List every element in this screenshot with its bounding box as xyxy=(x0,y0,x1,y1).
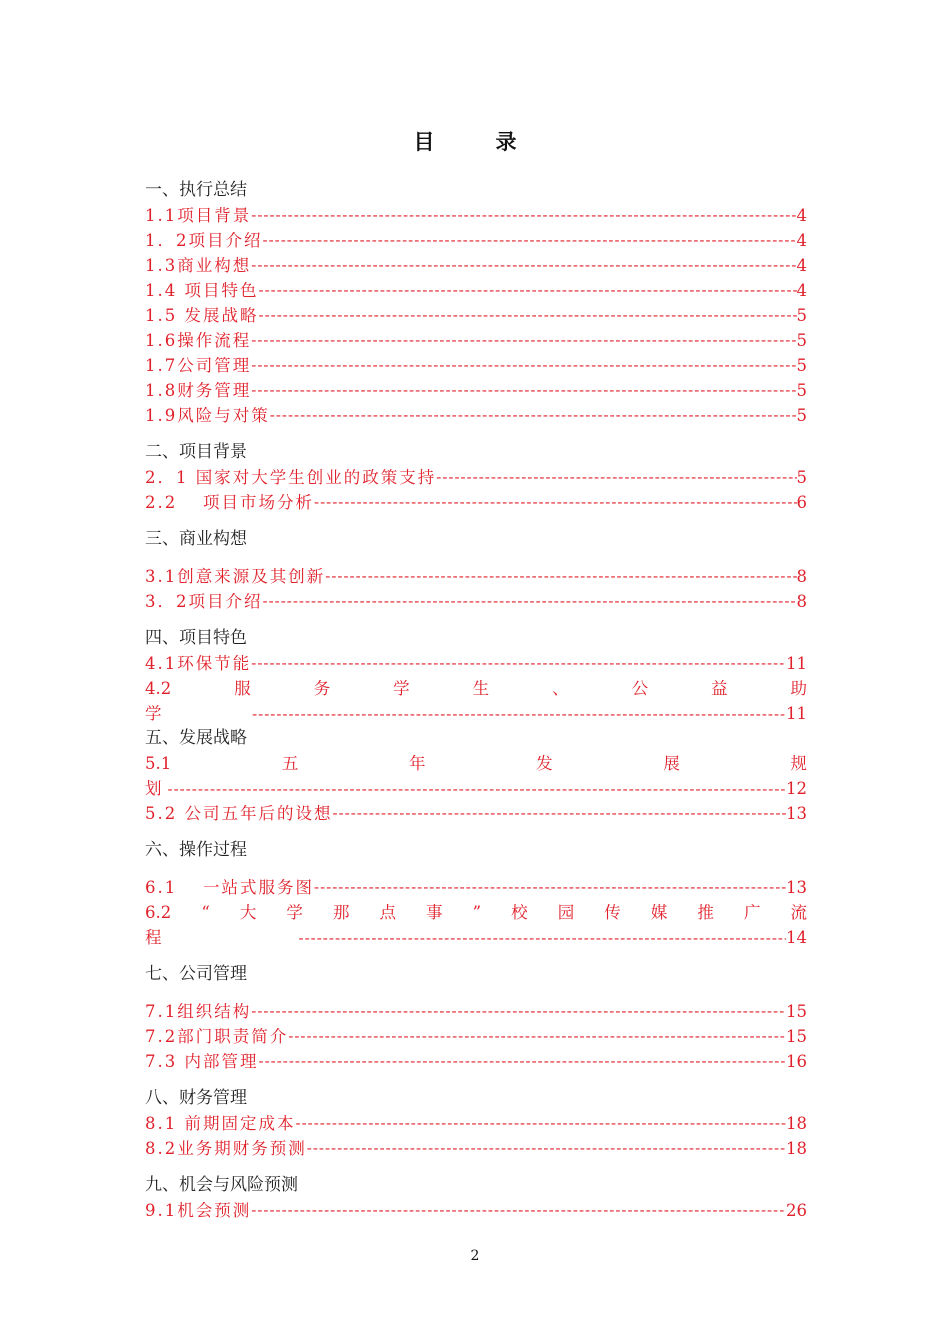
page-ref: 14 xyxy=(786,928,807,947)
leader-dashes xyxy=(251,377,796,403)
spacer xyxy=(145,1074,807,1086)
leader-dashes xyxy=(259,1048,787,1074)
toc-entry[interactable]: 8.2业务期财务预测 ----- 18 xyxy=(145,1136,807,1161)
spacer xyxy=(162,701,253,726)
leader-dashes xyxy=(251,998,786,1024)
toc-entry[interactable]: 2.2 项目市场分析 ----- 6 xyxy=(145,490,807,515)
toc-entry-wrapped[interactable] xyxy=(145,751,807,801)
leader-dashes xyxy=(314,489,797,515)
leader-dashes xyxy=(251,327,796,353)
page-ref: 18 xyxy=(786,1139,807,1158)
leader-dashes xyxy=(251,1197,786,1223)
leader-dashes xyxy=(259,277,797,303)
section-heading: 七、公司管理 xyxy=(145,964,247,984)
page-ref: 11 xyxy=(786,654,807,673)
toc-entry-wrapped[interactable] xyxy=(145,676,807,726)
toc-entry[interactable]: 1.5 发展战略 ----- 5 xyxy=(145,303,807,328)
section-heading: 三、商业构想 xyxy=(145,529,247,549)
page-ref: 26 xyxy=(786,1201,807,1220)
page-ref: 4 xyxy=(796,281,807,300)
page-ref: 15 xyxy=(786,1002,807,1021)
page-ref: 4 xyxy=(796,256,807,275)
toc-entry[interactable]: 2．1 国家对大学生创业的政策支持 ----- 5 xyxy=(145,465,807,490)
toc-entry[interactable]: 1.1项目背景 ----- 4 xyxy=(145,203,807,228)
leader-dashes xyxy=(263,227,797,253)
toc-entry[interactable]: 6.1 一站式服务图 ----- 13 xyxy=(145,875,807,900)
page-ref: 6 xyxy=(796,493,807,512)
leader-dashes xyxy=(288,1023,786,1049)
section-heading: 八、财务管理 xyxy=(145,1088,247,1108)
leader-dashes xyxy=(251,252,796,278)
toc-entry[interactable]: 1.3商业构想 ----- 4 xyxy=(145,253,807,278)
section-heading: 一、执行总结 xyxy=(145,180,247,200)
section-heading: 九、机会与风险预测 xyxy=(145,1175,298,1195)
leader-dashes xyxy=(333,800,787,826)
page-ref: 18 xyxy=(786,1114,807,1133)
entry-line-1: 5.1 五 年 发 展 规 xyxy=(145,754,807,773)
leader-dashes xyxy=(251,650,786,676)
page-ref: 4 xyxy=(796,231,807,250)
leader-dashes xyxy=(299,925,786,950)
spacer xyxy=(145,950,807,962)
entry-line-1: 4.2 服 务 学 生 、 公 益 助 xyxy=(145,679,807,698)
toc-entry-wrapped[interactable] xyxy=(145,900,807,950)
leader-dashes xyxy=(436,464,796,490)
toc-entry[interactable]: 1.7公司管理 ----- 5 xyxy=(145,353,807,378)
page-ref: 8 xyxy=(796,592,807,611)
leader-dashes xyxy=(252,701,786,726)
table-of-contents xyxy=(145,178,807,1223)
spacer xyxy=(145,1161,807,1173)
page-ref: 12 xyxy=(786,779,807,798)
leader-dashes xyxy=(168,776,787,801)
section-heading: 四、项目特色 xyxy=(145,628,247,648)
spacer xyxy=(145,515,807,527)
page-ref: 5 xyxy=(796,468,807,487)
toc-entry[interactable]: 1.9风险与对策 ----- 5 xyxy=(145,403,807,428)
page-ref: 8 xyxy=(796,567,807,586)
page-ref: 13 xyxy=(786,804,807,823)
leader-dashes xyxy=(251,352,796,378)
toc-entry[interactable]: 7.1组织结构 ----- 15 xyxy=(145,999,807,1024)
leader-dashes xyxy=(251,202,796,228)
spacer xyxy=(145,428,807,440)
leader-dashes xyxy=(296,1110,787,1136)
leader-dashes xyxy=(263,588,797,614)
section-heading: 二、项目背景 xyxy=(145,442,247,462)
entry-line-2: 划 ----- 12 xyxy=(145,776,807,801)
toc-entry[interactable]: 1.6操作流程 ----- 5 xyxy=(145,328,807,353)
entry-line-1: 6.2 “ 大 学 那 点 事 ” 校 园 传 媒 推 广 流 xyxy=(145,903,807,922)
toc-entry[interactable]: 3．2项目介绍 ----- 8 xyxy=(145,589,807,614)
toc-entry[interactable]: 1．2项目介绍 ----- 4 xyxy=(145,228,807,253)
entry-line-2: 学 ----- 11 xyxy=(145,701,807,726)
entry-line-2: 程 ----- 14 xyxy=(145,925,807,950)
page-ref: 11 xyxy=(786,704,807,723)
page-number: 2 xyxy=(470,1248,480,1264)
leader-dashes xyxy=(307,1135,786,1161)
toc-entry[interactable]: 3.1创意来源及其创新 ----- 8 xyxy=(145,564,807,589)
toc-entry[interactable]: 1.4 项目特色 ----- 4 xyxy=(145,278,807,303)
leader-dashes xyxy=(314,874,786,900)
leader-dashes xyxy=(259,302,797,328)
page-ref: 5 xyxy=(796,306,807,325)
leader-dashes xyxy=(270,402,797,428)
page-title: 目 录 xyxy=(413,129,537,154)
page-ref: 13 xyxy=(786,878,807,897)
page-ref: 5 xyxy=(796,331,807,350)
page-ref: 5 xyxy=(796,406,807,425)
section-heading: 五、发展战略 xyxy=(145,728,247,748)
page-ref: 5 xyxy=(796,381,807,400)
page-ref: 4 xyxy=(796,206,807,225)
toc-entry[interactable]: 1.8财务管理 ----- 5 xyxy=(145,378,807,403)
spacer xyxy=(145,826,807,838)
spacer xyxy=(145,614,807,626)
spacer xyxy=(162,925,299,950)
toc-entry[interactable]: 7.3 内部管理 ----- 16 xyxy=(145,1049,807,1074)
toc-entry[interactable]: 9.1机会预测 ----- 26 xyxy=(145,1198,807,1223)
toc-entry[interactable]: 5.2 公司五年后的设想 ----- 13 xyxy=(145,801,807,826)
toc-entry[interactable]: 4.1环保节能 ----- 11 xyxy=(145,651,807,676)
leader-dashes xyxy=(325,563,796,589)
page-ref: 5 xyxy=(796,356,807,375)
section-heading: 六、操作过程 xyxy=(145,840,247,860)
page-ref: 16 xyxy=(786,1052,807,1071)
page-ref: 15 xyxy=(786,1027,807,1046)
toc-entry[interactable]: 8.1 前期固定成本 ----- 18 xyxy=(145,1111,807,1136)
toc-entry[interactable]: 7.2部门职责简介 ----- 15 xyxy=(145,1024,807,1049)
